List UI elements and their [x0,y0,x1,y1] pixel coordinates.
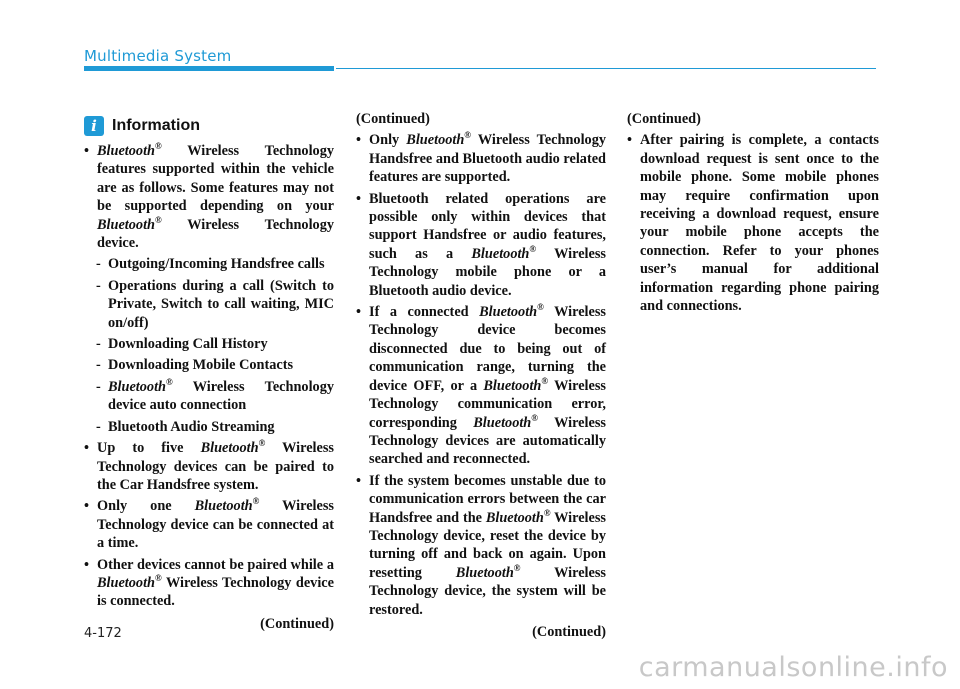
list-item: • If the system becomes unstable due to communication errors between the car Handsfree and the Bluetooth® Wireless Technology device, reset the device by turning off and back on again. Upon resetting Bluetooth® Wireless Technology device, the system will be restored. [356,472,606,619]
continued-label: (Continued) [260,615,334,632]
section-title: Multimedia System [84,47,232,65]
list-item: • After pairing is complete, a contacts download request is sent once to the mobile phone. Some mobile phones may require confirmation upon receiving a download request, ensure your mobile phone accepts the connection. Refer to your phones user’s manual for additional information regarding phone pairing and connections. [627,131,879,315]
list-item: • Only Bluetooth® Wireless Technology Handsfree and Bluetooth audio related features are supported. [356,131,606,186]
continued-heading: (Continued) [356,111,430,127]
information-heading [84,113,334,139]
list-item: • Bluetooth related operations are possible only within devices that support Handsfree or audio features, such as a Bluetooth® Wireless Technology mobile phone or a Bluetooth audio device. [356,190,606,300]
sub-item: - Outgoing/Incoming Handsfree calls [84,255,334,273]
list-item: • Other devices cannot be paired while a Bluetooth® Wireless Technology device is connected. [84,556,334,611]
information-title: Information [112,116,200,134]
column-1 [84,113,334,633]
list-item: • Only one Bluetooth® Wireless Technology device can be connected at a time. [84,497,334,552]
column-3 [627,110,879,318]
sub-item: - Operations during a call (Switch to Private, Switch to call waiting, MIC on/off) [84,277,334,332]
page-number: 4-172 [84,626,122,641]
watermark: carmanualsonline.info [638,652,948,683]
continued-heading: (Continued) [627,111,701,127]
header-rule-thick [84,66,334,71]
sub-item: - Downloading Mobile Contacts [84,356,334,374]
list-item: • Bluetooth® Wireless Technology features supported within the vehicle are as follows. Some features may not be supported depending on your Bluetooth® Wireless Technology device. [84,142,334,252]
header-rule-thin [336,68,876,69]
sub-item: - Bluetooth Audio Streaming [84,418,334,436]
continued-label: (Continued) [532,623,606,640]
list-item: • Up to five Bluetooth® Wireless Technology devices can be paired to the Car Handsfree system. [84,439,334,494]
sub-item: - Downloading Call History [84,335,334,353]
sub-item: - Bluetooth® Wireless Technology device auto connection [84,378,334,415]
info-icon: i [84,116,104,136]
column-2 [356,110,606,641]
list-item: • If a connected Bluetooth® Wireless Technology device becomes disconnected due to being out of communication range, turning the device OFF, or a Bluetooth® Wireless Technology communication error, corresponding Bluetooth® Wireless Technology devices are automatically searched and reconnected. [356,303,606,469]
